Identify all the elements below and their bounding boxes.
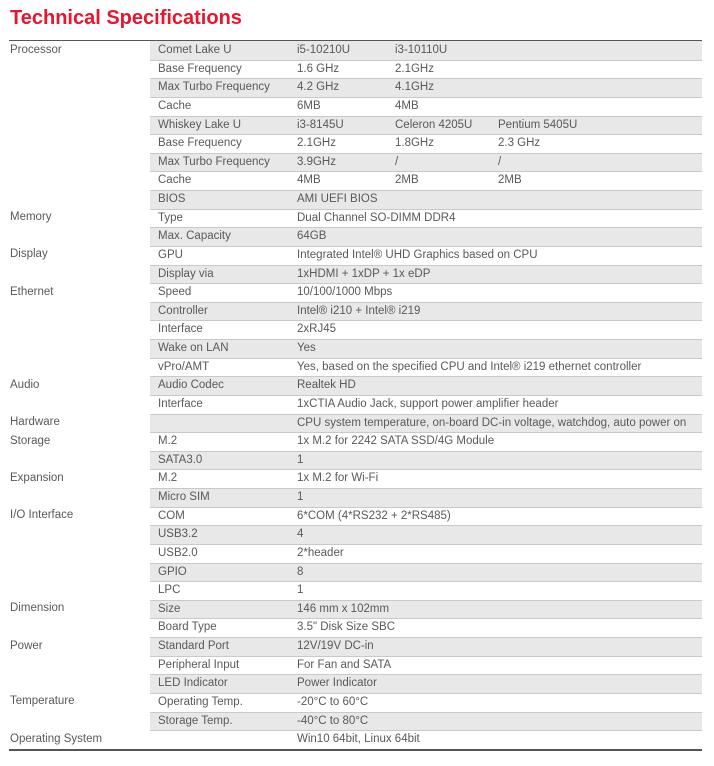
spec-row-body	[150, 227, 702, 246]
spec-attribute-label: Cache	[158, 174, 192, 187]
spec-attribute-label: Standard Port	[158, 640, 229, 653]
spec-value: 2*header	[297, 546, 344, 559]
spec-attribute-label: COM	[158, 509, 185, 522]
spec-value: 4.2 GHz	[297, 81, 340, 94]
spec-attribute-label: USB2.0	[158, 546, 198, 559]
spec-row	[9, 712, 702, 731]
spec-value: Win10 64bit, Linux 64bit	[297, 733, 420, 746]
spec-row-body	[150, 525, 702, 544]
spec-value: Yes, based on the specified CPU and Intel® i219 ethernet controller	[297, 360, 642, 373]
spec-row	[9, 525, 702, 544]
spec-value: /	[498, 155, 502, 168]
spec-category-label	[9, 265, 150, 284]
spec-value: -20°C to 60°C	[297, 695, 369, 708]
spec-row	[9, 320, 702, 339]
spec-attribute-label: Type	[158, 211, 183, 224]
spec-category-label: I/O Interface	[9, 507, 150, 526]
spec-row-body	[150, 265, 702, 284]
spec-value: i3-8145U	[297, 118, 344, 131]
spec-value: Celeron 4205U	[395, 118, 473, 131]
spec-row	[9, 544, 702, 563]
spec-attribute-label: BIOS	[158, 193, 186, 206]
spec-value: 12V/19V DC-in	[297, 640, 374, 653]
spec-value: 64GB	[297, 230, 327, 243]
spec-category-label	[9, 171, 150, 190]
spec-category-label	[9, 60, 150, 79]
spec-category-label	[9, 618, 150, 637]
spec-row	[9, 78, 702, 97]
spec-row-body	[150, 730, 702, 749]
spec-row	[9, 581, 702, 600]
spec-row	[9, 134, 702, 153]
spec-row	[9, 395, 702, 414]
spec-row-body	[150, 581, 702, 600]
spec-row	[9, 246, 702, 265]
spec-attribute-label: Audio Codec	[158, 379, 224, 392]
spec-category-label	[9, 227, 150, 246]
spec-row	[9, 116, 702, 135]
spec-category-label: Hardware	[9, 414, 150, 433]
spec-value: 2xRJ45	[297, 323, 336, 336]
spec-category-label: Display	[9, 246, 150, 265]
spec-value: Dual Channel SO-DIMM DDR4	[297, 211, 456, 224]
spec-row-body	[150, 432, 702, 451]
spec-value: 6MB	[297, 99, 321, 112]
spec-attribute-label: Controller	[158, 304, 208, 317]
spec-row	[9, 227, 702, 246]
spec-row	[9, 488, 702, 507]
spec-attribute-label	[150, 731, 297, 749]
spec-category-label	[9, 656, 150, 675]
spec-row	[9, 97, 702, 116]
spec-value: 10/100/1000 Mbps	[297, 286, 393, 299]
spec-row-body	[150, 246, 702, 265]
spec-value: -40°C to 80°C	[297, 714, 369, 727]
spec-value: 1	[297, 584, 304, 597]
spec-category-label	[9, 544, 150, 563]
spec-attribute-label: Micro SIM	[158, 491, 210, 504]
spec-attribute-label: Base Frequency	[158, 137, 242, 150]
spec-category-label	[9, 116, 150, 135]
spec-row	[9, 339, 702, 358]
page-title: Technical Specifications	[10, 7, 242, 29]
spec-attribute-label: Max Turbo Frequency	[158, 155, 270, 168]
spec-attribute-label: Operating Temp.	[158, 695, 243, 708]
spec-row	[9, 656, 702, 675]
spec-value: 3.5" Disk Size SBC	[297, 621, 396, 634]
spec-attribute-label: Comet Lake U	[158, 43, 232, 56]
spec-attribute-label: Size	[158, 602, 181, 615]
spec-category-label	[9, 563, 150, 582]
spec-value: 1x M.2 for 2242 SATA SSD/4G Module	[297, 435, 495, 448]
spec-row	[9, 414, 702, 433]
spec-value: 1x M.2 for Wi-Fi	[297, 472, 379, 485]
spec-attribute-label: Board Type	[158, 621, 217, 634]
spec-attribute-label: LPC	[158, 584, 181, 597]
spec-value: Yes	[297, 342, 316, 355]
spec-attribute-label: GPIO	[158, 565, 187, 578]
spec-value: 1.6 GHz	[297, 62, 340, 75]
spec-category-label	[9, 395, 150, 414]
spec-row-body	[150, 376, 702, 395]
spec-row	[9, 153, 702, 172]
spec-value: 1xCTIA Audio Jack, support power amplifier header	[297, 397, 559, 410]
spec-category-label: Audio	[9, 376, 150, 395]
spec-row	[9, 637, 702, 656]
spec-attribute-label: Interface	[158, 397, 203, 410]
spec-row-body	[150, 41, 702, 60]
spec-value: 4.1GHz	[395, 81, 434, 94]
spec-row	[9, 209, 702, 228]
spec-row-body	[150, 283, 702, 302]
spec-row	[9, 674, 702, 693]
spec-attribute-label: Display via	[158, 267, 214, 280]
spec-category-label	[9, 712, 150, 731]
spec-row	[9, 451, 702, 470]
spec-row-body	[150, 488, 702, 507]
spec-attribute-label: M.2	[158, 472, 178, 485]
spec-category-label	[9, 78, 150, 97]
spec-attribute-label: LED Indicator	[158, 677, 228, 690]
spec-category-label	[9, 581, 150, 600]
spec-row	[9, 563, 702, 582]
spec-attribute-label: Max. Capacity	[158, 230, 231, 243]
spec-category-label	[9, 488, 150, 507]
spec-table	[9, 40, 702, 751]
spec-row-body	[150, 97, 702, 116]
spec-row	[9, 41, 702, 60]
spec-row	[9, 190, 702, 209]
spec-row	[9, 618, 702, 637]
spec-category-label	[9, 190, 150, 209]
spec-row-body	[150, 656, 702, 675]
spec-value: 2MB	[395, 174, 419, 187]
spec-attribute-label: Peripheral Input	[158, 658, 240, 671]
spec-row-body	[150, 674, 702, 693]
spec-row	[9, 302, 702, 321]
spec-value: 146 mm x 102mm	[297, 602, 390, 615]
spec-row-body	[150, 339, 702, 358]
spec-category-label: Power	[9, 637, 150, 656]
spec-value: 1.8GHz	[395, 137, 434, 150]
spec-row	[9, 469, 702, 488]
spec-category-label: Temperature	[9, 693, 150, 712]
spec-row	[9, 730, 702, 749]
spec-category-label	[9, 339, 150, 358]
spec-category-label	[9, 134, 150, 153]
spec-attribute-label: Interface	[158, 323, 203, 336]
spec-category-label: Storage	[9, 432, 150, 451]
spec-row-body	[150, 190, 702, 209]
spec-row-body	[150, 116, 702, 135]
spec-row-body	[150, 600, 702, 619]
spec-attribute-label: Base Frequency	[158, 62, 242, 75]
spec-value: i5-10210U	[297, 43, 351, 56]
spec-category-label: Dimension	[9, 600, 150, 619]
spec-category-label: Expansion	[9, 469, 150, 488]
spec-value: 1	[297, 491, 304, 504]
spec-row-body	[150, 637, 702, 656]
spec-attribute-label	[150, 415, 297, 433]
spec-row	[9, 265, 702, 284]
spec-category-label	[9, 674, 150, 693]
spec-row-body	[150, 358, 702, 377]
spec-row-body	[150, 618, 702, 637]
spec-attribute-label: USB3.2	[158, 528, 198, 541]
spec-row	[9, 60, 702, 79]
spec-row	[9, 693, 702, 712]
spec-row-body	[150, 712, 702, 731]
spec-attribute-label: Speed	[158, 286, 192, 299]
spec-row	[9, 358, 702, 377]
spec-value: Power Indicator	[297, 677, 377, 690]
spec-row-body	[150, 544, 702, 563]
spec-value: 1	[297, 453, 304, 466]
spec-value: AMI UEFI BIOS	[297, 193, 378, 206]
spec-value: 4	[297, 528, 304, 541]
spec-row	[9, 376, 702, 395]
spec-category-label	[9, 451, 150, 470]
spec-category-label	[9, 302, 150, 321]
spec-row	[9, 171, 702, 190]
spec-row	[9, 600, 702, 619]
spec-value: 4MB	[297, 174, 321, 187]
spec-row	[9, 283, 702, 302]
spec-value: 8	[297, 565, 304, 578]
spec-category-label	[9, 153, 150, 172]
spec-value: Realtek HD	[297, 379, 356, 392]
spec-attribute-label: GPU	[158, 248, 183, 261]
spec-value: /	[395, 155, 399, 168]
spec-row-body	[150, 469, 702, 488]
spec-value: For Fan and SATA	[297, 658, 392, 671]
spec-attribute-label: vPro/AMT	[158, 360, 210, 373]
spec-category-label	[9, 97, 150, 116]
spec-attribute-label: SATA3.0	[158, 453, 203, 466]
spec-category-label	[9, 525, 150, 544]
spec-attribute-label: M.2	[158, 435, 178, 448]
spec-attribute-label: Storage Temp.	[158, 714, 233, 727]
spec-category-label: Memory	[9, 209, 150, 228]
spec-category-label: Processor	[9, 41, 150, 60]
spec-row-body	[150, 78, 702, 97]
spec-value: CPU system temperature, on-board DC-in voltage, watchdog, auto power on	[297, 416, 687, 429]
spec-value: 2.3 GHz	[498, 137, 541, 150]
spec-row-body	[150, 134, 702, 153]
spec-row-body	[150, 302, 702, 321]
spec-attribute-label: Wake on LAN	[158, 342, 229, 355]
spec-value: 4MB	[395, 99, 419, 112]
spec-value: i3-10110U	[395, 43, 448, 56]
spec-attribute-label: Max Turbo Frequency	[158, 81, 270, 94]
spec-row-body	[150, 60, 702, 79]
spec-value: 2MB	[498, 174, 522, 187]
spec-attribute-label: Whiskey Lake U	[158, 118, 242, 131]
spec-value: 2.1GHz	[297, 137, 336, 150]
spec-value: 2.1GHz	[395, 62, 434, 75]
spec-row-body	[150, 451, 702, 470]
spec-value: 3.9GHz	[297, 155, 336, 168]
spec-value: Integrated Intel® UHD Graphics based on CPU	[297, 248, 538, 261]
spec-value: Pentium 5405U	[498, 118, 578, 131]
spec-value: 1xHDMI + 1xDP + 1x eDP	[297, 267, 431, 280]
spec-row	[9, 507, 702, 526]
spec-value: 6*COM (4*RS232 + 2*RS485)	[297, 509, 451, 522]
spec-category-label	[9, 320, 150, 339]
spec-row-body	[150, 209, 702, 228]
spec-row-body	[150, 395, 702, 414]
spec-row-body	[150, 153, 702, 172]
spec-category-label: Operating System	[9, 730, 150, 749]
spec-value: Intel® i210 + Intel® i219	[297, 304, 421, 317]
spec-category-label: Ethernet	[9, 283, 150, 302]
spec-category-label	[9, 358, 150, 377]
spec-row-body	[150, 693, 702, 712]
spec-row-body	[150, 563, 702, 582]
spec-row-body	[150, 320, 702, 339]
spec-row-body	[150, 171, 702, 190]
spec-row-body	[150, 414, 702, 433]
spec-row	[9, 432, 702, 451]
spec-row-body	[150, 507, 702, 526]
spec-attribute-label: Cache	[158, 99, 192, 112]
